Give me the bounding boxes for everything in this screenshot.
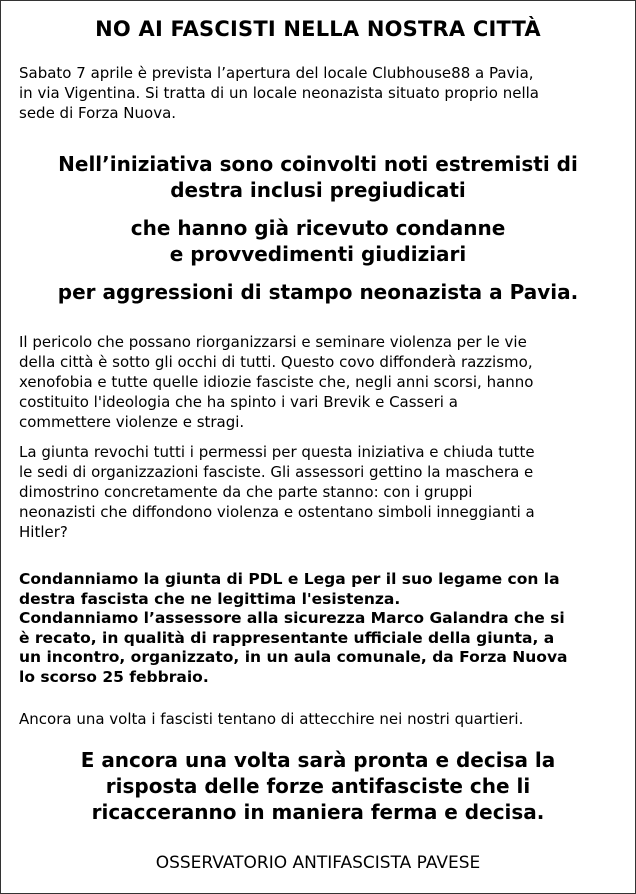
demand-line: Hitler?	[19, 523, 68, 541]
headline-line: e provvedimenti giudiziari	[169, 242, 467, 266]
closing-statement	[1, 747, 635, 825]
condemn-paragraph	[19, 570, 619, 687]
closing-line: ricacceranno in maniera ferma e decisa.	[91, 800, 545, 824]
demand-line: neonazisti che diffondono violenza e ostentano simboli inneggianti a	[19, 503, 535, 521]
again-paragraph	[19, 709, 619, 729]
danger-line: commettere violenze e stragi.	[19, 413, 245, 431]
danger-paragraph	[19, 332, 619, 432]
intro-line: in via Vigentina. Si tratta di un locale neonazista situato proprio nella	[19, 84, 539, 102]
condemn-line: Condanniamo la giunta di PDL e Lega per il suo legame con la	[19, 570, 560, 588]
intro-line: sede di Forza Nuova.	[19, 104, 177, 122]
condemn-line: lo scorso 25 febbraio.	[19, 667, 209, 686]
headline-aggressions	[1, 279, 635, 305]
headline-convictions	[1, 215, 635, 267]
headline-line: Nell’iniziativa sono coinvolti noti estremisti di	[58, 152, 578, 176]
intro-paragraph	[19, 63, 619, 123]
headline-line: per aggressioni di stampo neonazista a Pavia.	[57, 280, 579, 304]
demand-line: le sedi di organizzazioni fasciste. Gli assessori gettino la maschera e	[19, 463, 534, 481]
closing-line: E ancora una volta sarà pronta e decisa la	[80, 748, 556, 772]
flyer-title: NO AI FASCISTI NELLA NOSTRA CITTÀ	[95, 17, 541, 41]
demand-paragraph	[19, 442, 619, 542]
danger-line: della città è sotto gli occhi di tutti. Questo covo diffonderà razzismo,	[19, 353, 533, 371]
condemn-line: Condanniamo l’assessore alla sicurezza Marco Galandra che si	[19, 609, 565, 627]
condemn-line: è recato, in qualità di rappresentante ufficiale della giunta, a	[19, 628, 555, 647]
intro-line: Sabato 7 aprile è prevista l’apertura del locale Clubhouse88 a Pavia,	[19, 64, 534, 82]
headline-involved	[1, 151, 635, 203]
danger-line: costituito l'ideologia che ha spinto i vari Brevik e Casseri a	[19, 393, 458, 411]
again-line: Ancora una volta i fascisti tentano di attecchire nei nostri quartieri.	[19, 710, 524, 728]
condemn-line: un incontro, organizzato, in un aula comunale, da Forza Nuova	[19, 648, 568, 666]
closing-line: risposta delle forze antifasciste che li	[105, 774, 531, 798]
condemn-line: destra fascista che ne legittima l'esistenza.	[19, 589, 401, 608]
danger-line: xenofobia e tutte quelle idiozie fasciste che, negli anni scorsi, hanno	[19, 373, 534, 391]
danger-line: Il pericolo che possano riorganizzarsi e seminare violenza per le vie	[19, 333, 527, 351]
demand-line: La giunta revochi tutti i permessi per questa iniziativa e chiuda tutte	[19, 443, 535, 461]
demand-line: dimostrino concretamente da che parte stanno: con i gruppi	[19, 483, 473, 501]
headline-line: destra inclusi pregiudicati	[170, 178, 466, 202]
signature: OSSERVATORIO ANTIFASCISTA PAVESE	[155, 853, 481, 873]
headline-line: che hanno già ricevuto condanne	[130, 216, 506, 240]
